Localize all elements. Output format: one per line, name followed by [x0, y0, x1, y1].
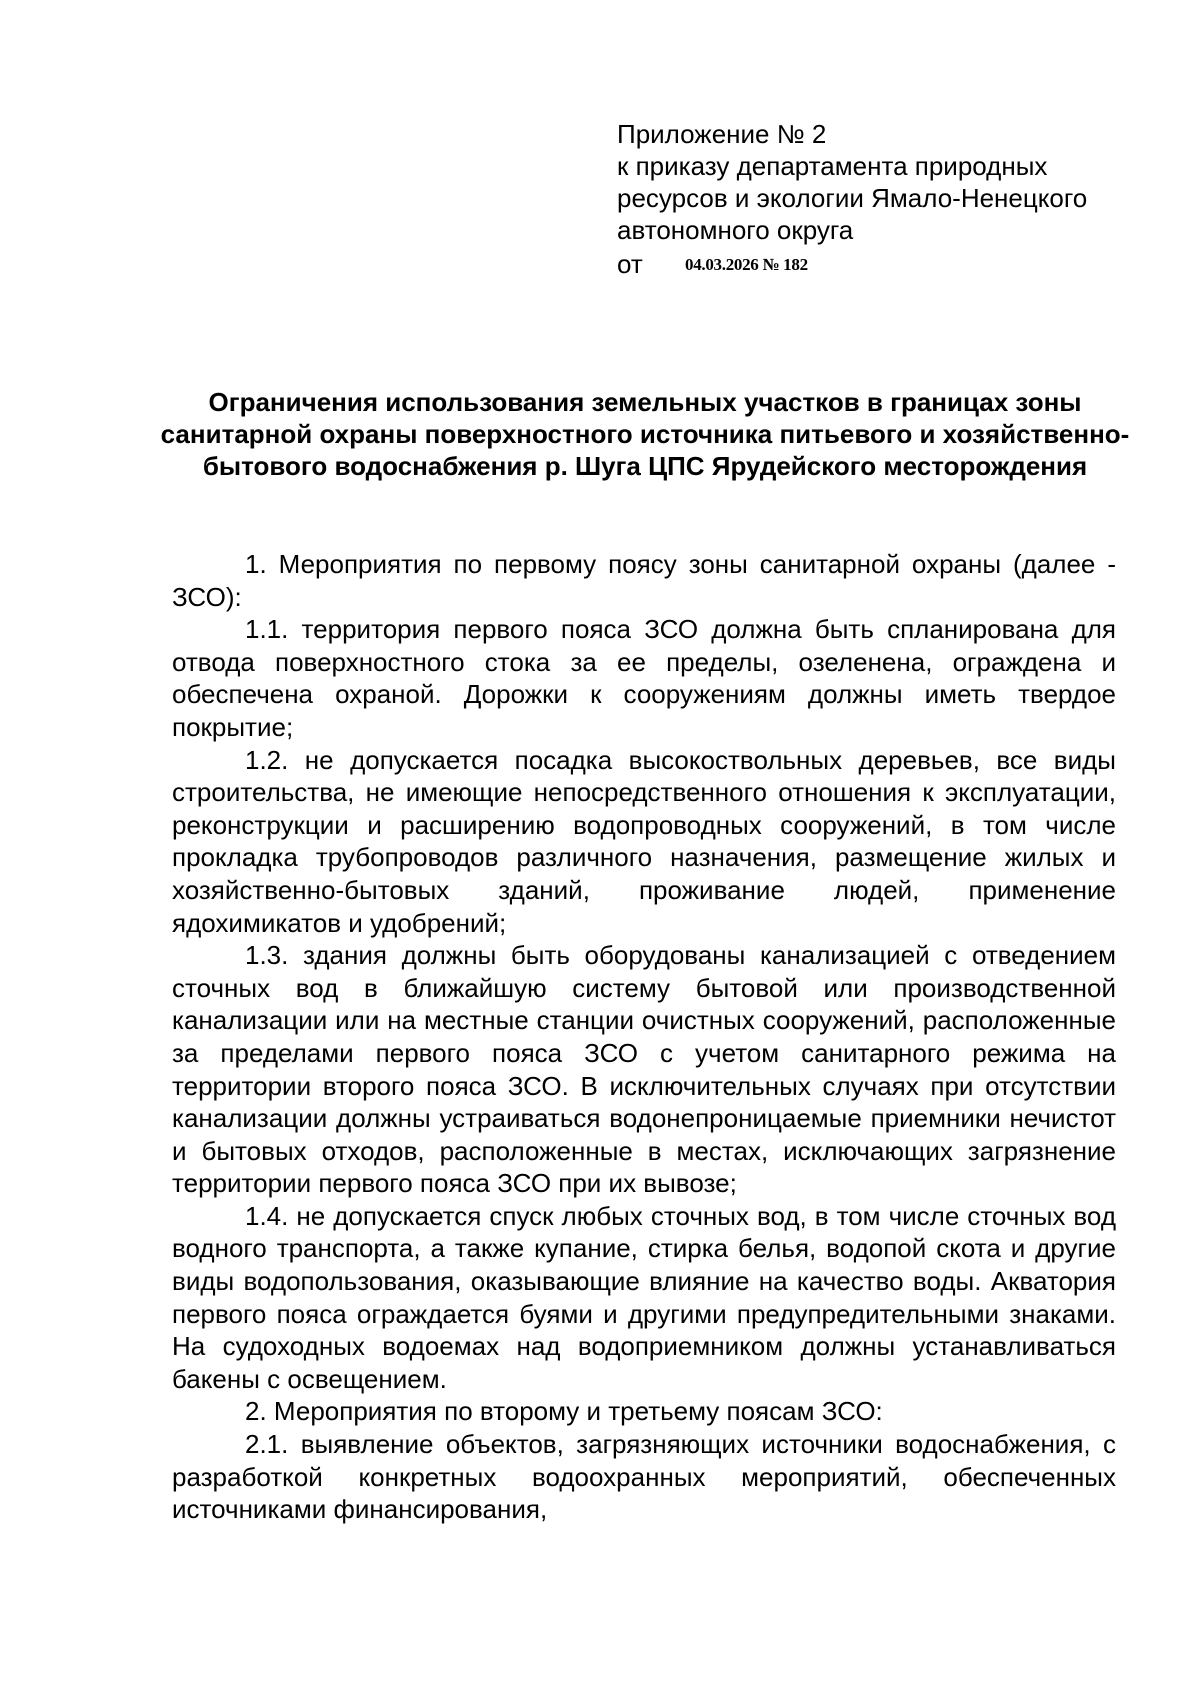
appendix-line-2: ресурсов и экологии Ямало-Ненецкого [617, 183, 1088, 213]
paragraph-1-4: 1.4. не допускается спуск любых сточных вод, в том числе сточных вод водного транспорта, а также купание, стирка белья, водопой скота и другие виды водопользования, оказывающие влияние на качество воды. Акватория первого пояса ограждается буями и другими предупредительными знаками. На судоходных водоемах над водоприемником должны устанавливаться бакены с освещением. [172, 1200, 1116, 1394]
from-label: от [617, 249, 643, 279]
appendix-header [617, 118, 1137, 284]
paragraph-1: 1. Мероприятия по первому поясу зоны санитарной охраны (далее - ЗСО): [172, 549, 1116, 612]
appendix-date-line [617, 248, 1137, 284]
document-body [172, 548, 1116, 1526]
date-number-stamp: 04.03.2026 № 182 [685, 255, 808, 274]
document-title: Ограничения использования земельных участков в границах зоны санитарной охраны поверхностного источника питьевого и хозяйственно-бытового водоснабжения р. Шуга ЦПС Ярудейского месторождения [160, 387, 1130, 481]
appendix-line-3: автономного округа [617, 215, 854, 245]
paragraph-2: 2. Мероприятия по второму и третьему поясам ЗСО: [245, 1396, 883, 1427]
appendix-line-1: к приказу департамента природных [617, 151, 1048, 181]
appendix-title: Приложение № 2 [617, 119, 827, 149]
paragraph-1-1: 1.1. территория первого пояса ЗСО должна быть спланирована для отвода поверхностного стока за ее пределы, озеленена, ограждена и обеспечена охраной. Дорожки к сооружениям должны иметь твердое покрытие; [172, 614, 1116, 742]
paragraph-2-1: 2.1. выявление объектов, загрязняющих источники водоснабжения, с разработкой конкретных водоохранных мероприятий, обеспеченных источниками финансирования, [172, 1429, 1116, 1525]
paragraph-1-3: 1.3. здания должны быть оборудованы канализацией с отведением сточных вод в ближайшую систему бытовой или производственной канализации или на местные станции очистных сооружений, расположенные за пределами первого пояса ЗСО с учетом санитарного режима на территории второго пояса ЗСО. В исключительных случаях при отсутствии канализации должны устраиваться водонепроницаемые приемники нечистот и бытовых отходов, расположенные в местах, исключающих загрязнение территории первого пояса ЗСО при их вывозе; [172, 940, 1116, 1199]
paragraph-1-2: 1.2. не допускается посадка высокоствольных деревьев, все виды строительства, не имеющие непосредственного отношения к эксплуатации, реконструкции и расширению водопроводных сооружений, в том числе прокладка трубопроводов различного назначения, размещение жилых и хозяйственно-бытовых зданий, проживание людей, применение ядохимикатов и удобрений; [172, 744, 1116, 938]
